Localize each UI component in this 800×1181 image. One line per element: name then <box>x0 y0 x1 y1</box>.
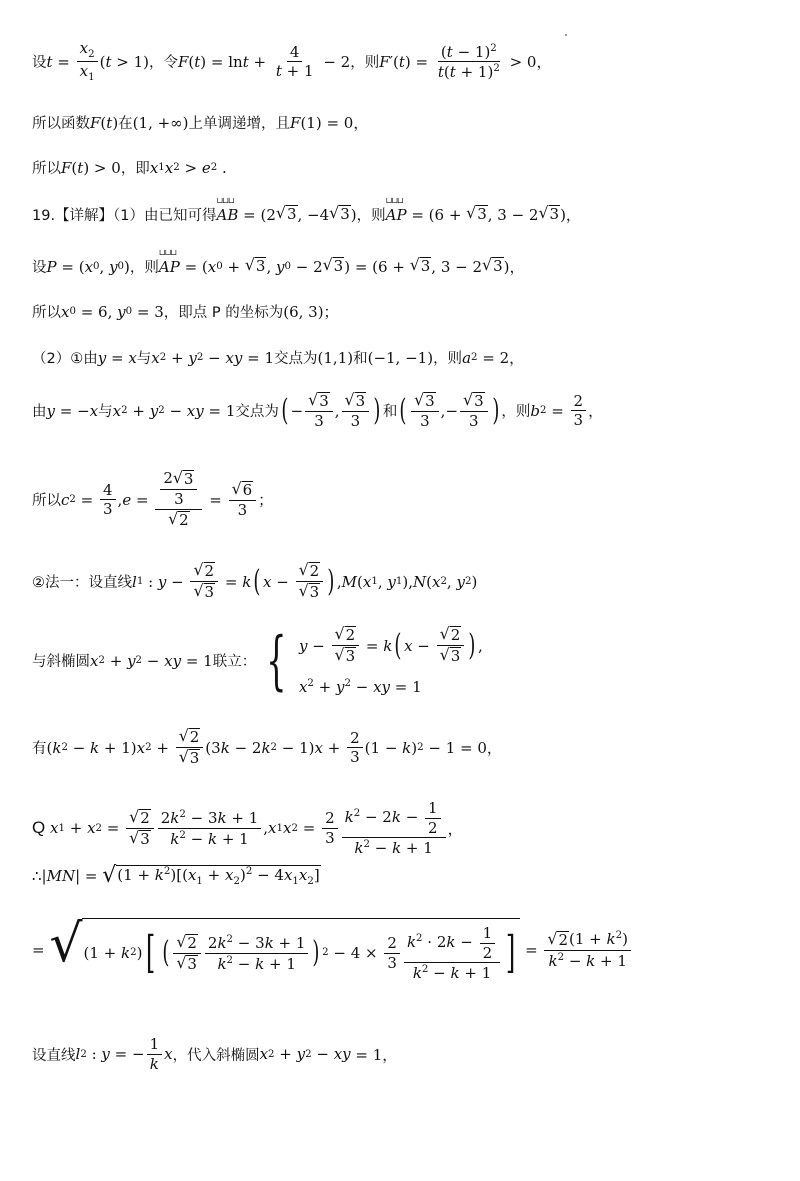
line-15: = √ (1 + k 2 ) [ ( √ 2 √ 3 $\frac{2k^2 - 3k + 1}{k^2 - k + 1}$ ) 2 − 4 × $\frac{2}{3}$ $k^2 \cdot 2k$ − $\frac{1}{2}$ $k^2 - k + 1$ ] = √ 2 $(1 + k^2)$ $k^2 - k + 1$ <box>32 918 633 982</box>
line-7: （2）①由 y = x 与 x 2 + y 2 − xy = 1 交点为 (1,1) 和 (−1, −1) ，则 a 2 = 2， <box>32 348 525 367</box>
line-9: 所以 c 2 = $\frac{4}{3}$ , e = 2 √ 3 3 √ 2 = √ 6 3 ； <box>32 468 274 529</box>
line-12: 有 ( k 2 − k + 1) x 2 + √ 2 √ 3 (3 k − 2 k 2 − 1) x + $\frac{2}{3}$ (1 − k ) 2 − 1 = 0， <box>32 726 502 768</box>
q-marker: Q <box>32 818 46 838</box>
line-4-q19: 19.【详解】（1）由已知可得 ⊔⊔⊔ AB = (2 √ 3 , −4 √ 3 ) ，则 ⊔⊔⊔ AP = (6 + √ 3 , 3 − 2 √ 3 )， <box>32 204 581 225</box>
line-3: 所以 F ( t ) > 0 ，即 x 1 x 2 > e 2 . <box>32 158 227 177</box>
line-5: 设 P = ( x 0 , y 0 ) ，则 ⊔⊔⊔ AP = ( x 0 + √ 3 , y 0 − 2 √ 3 ) = (6 + √ 3 , 3 − 2 √ 3 )， <box>32 256 524 277</box>
stray-dot <box>565 34 567 36</box>
line-6: 所以 x 0 = 6, y 0 = 3 ，即点 P 的坐标为 (6, 3)； <box>32 302 339 321</box>
line-1: 设 t = $\frac{x_2}{x_1}$ ( t > 1) ，令 F ( t ) = ln t + $\frac{4}{t + 1}$ − 2 ，则 F ′( t ) = $\frac{(t - 1)^2}{t(t + 1)^2}$ > 0， <box>32 39 552 84</box>
line-11: 与斜椭圆 x 2 + y 2 − xy = 1 联立： { y − √ 2 √ 3 = k ( x − √ 2 √ 3 ) , $x^2 + y^2$ − xy = 1 <box>32 623 483 698</box>
line-2: 所以函数 F ( t ) 在 (1, +∞) 上单调递增，且 F (1) = 0， <box>32 113 369 132</box>
line-13: Q x 1 + x 2 = √ 2 √ 3 $\frac{2k^2 - 3k + 1}{k^2 - k + 1}$ , x 1 x 2 = $\frac{2}{3}$ $k^2 - 2k$ − $\frac{1}{2}$ $k^2 - k + 1$ ， <box>32 799 463 857</box>
line-14: ∴ | MN | = √ $(1 + k^2)[(x_1 + x_2)^2 - 4x_1x_2]$ <box>32 863 320 888</box>
line-16: 设直线 l 2 : y = − $\frac{1}{k}$ x ，代入斜椭圆 x 2 + y 2 − xy = 1， <box>32 1035 398 1073</box>
line-8: 由 y = − x 与 x 2 + y 2 − xy = 1 交点为 ( − √ 3 3 , √ 3 3 ) 和 ( √ 3 3 ,− √ 3 3 ) ，则 b 2 = $\frac{2}{3}$ ， <box>32 390 604 431</box>
line-10: ②法一：设直线 l 1 : y − √ 2 √ 3 = k ( x − √ 2 √ 3 ) , M ( x 1 , y 1 ), N ( x 2 , y 2 ) <box>32 560 478 602</box>
